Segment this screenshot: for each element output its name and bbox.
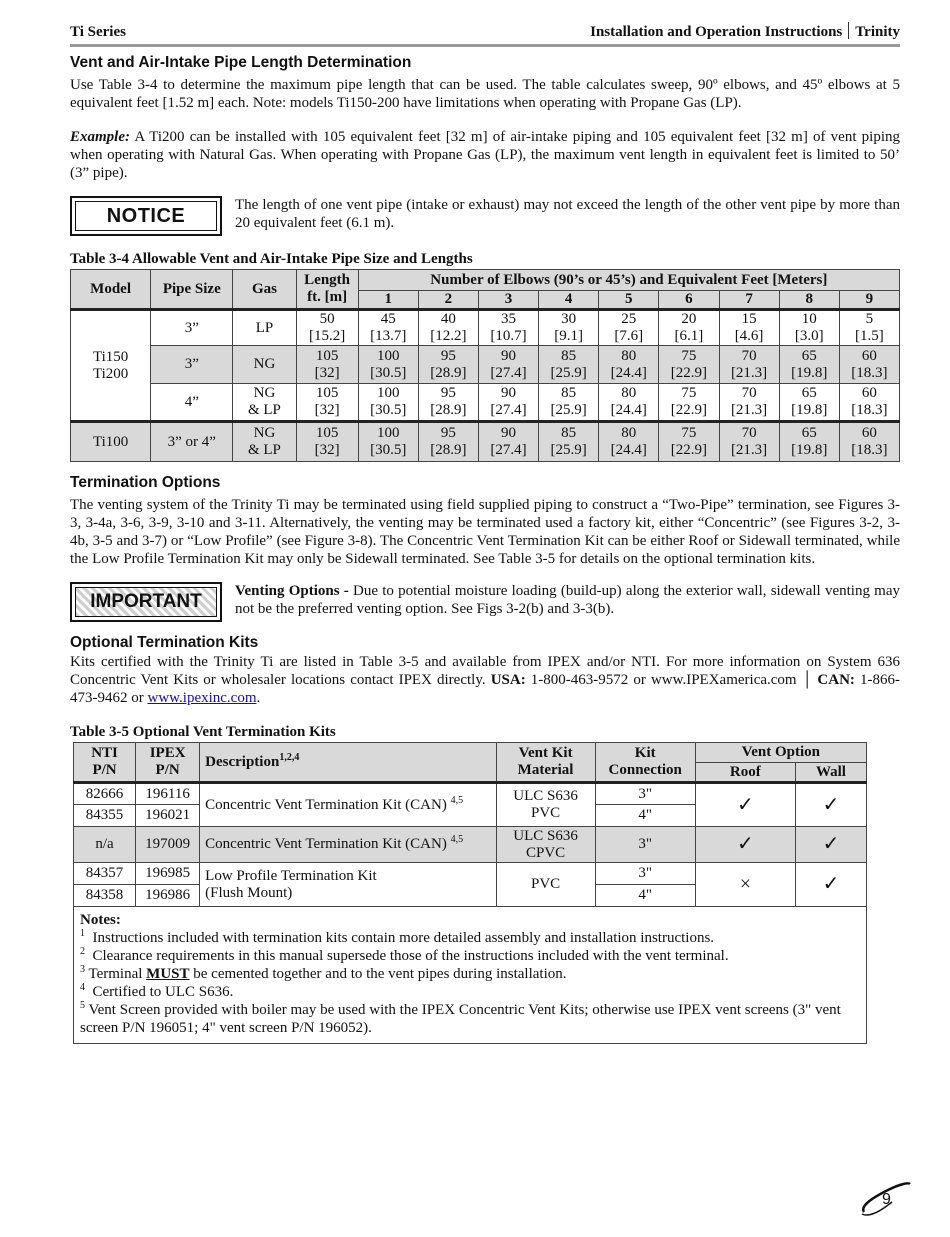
example-text: A Ti200 can be installed with 105 equivalent feet [32 m] of air-intake piping and 105 equivalent feet [32 m] of vent piping when operating with Natural Gas. When operating with Propane Gas (LP), the maximum vent length in equivalent feet is limited to 50’ (3” pipe).: [70, 129, 900, 181]
table-row: 84357 196985 Low Profile Termination Kit (Flush Mount) PVC 3" × ✓: [74, 863, 867, 885]
table-3-5-caption: Table 3-5 Optional Vent Termination Kits: [70, 724, 336, 740]
important-label: IMPORTANT: [75, 587, 217, 617]
cross-icon: ×: [695, 863, 795, 907]
note-item: $^3$ Terminal MUST be cemented together and to the vent pipes during installation.: [80, 964, 567, 982]
col-elbow-7: 7: [719, 291, 779, 310]
notes: [74, 907, 867, 1044]
table-row: Ti150 Ti200 3” LP 50 [15.2] 45 [13.7] 40 [12.2] 35 [10.7] 30 [9.1] 25 [7.6] 20 [6.1] 15 [4.6] 10 [3.0] 5 [1.5]: [71, 310, 900, 346]
page: [70, 22, 900, 1044]
check-icon: ✓: [795, 827, 866, 863]
col-ipex-pn: IPEX P/N: [136, 743, 200, 783]
model-cell: Ti150 Ti200: [71, 310, 151, 422]
note-item: $^5$ Vent Screen provided with boiler may be used with the IPEX Concentric Vent Kits; otherwise use IPEX vent screens (3" vent screen P/N 196051; 4" vent screen P/N 196052).: [80, 1000, 845, 1036]
table-3-4: [70, 269, 900, 462]
col-nti-pn: NTI P/N: [74, 743, 136, 783]
check-icon: ✓: [695, 827, 795, 863]
vent-length-paragraph: Use Table 3-4 to determine the maximum pipe length that can be used. The table calculates sweep, 90º elbows, and 45º elbows at 5 equivalent feet [1.52 m] each. Note: models Ti150-200 have limitations when operating with Propane Gas (LP).: [70, 77, 900, 111]
important-text: Venting Options - Due to potential moisture loading (build-up) along the exterior wall, sidewall venting may not be the preferred venting option. See Figs 3-2(b) and 3-3(b).: [235, 583, 901, 617]
col-roof: Roof: [695, 763, 795, 783]
col-elbow-2: 2: [418, 291, 478, 310]
col-vent-option: Vent Option: [695, 743, 866, 763]
termination-paragraph: The venting system of the Trinity Ti may be terminated using field supplied piping to construct a “Two-Pipe” termination, see Figures 3-3, 3-4a, 3-6, 3-9, 3-10 and 3-11. Alternatively, the venting may be terminated used a factory kit, either “Concentric” (see Figures 3-2, 3-4b, 3-5 and 3-7) or “Low Profile” (see Figure 3-8). The Concentric Vent Termination Kit can be either Roof or Sidewall terminated, while the Low Profile Termination Kit may only be Sidewall terminated. See Table 3-5 for details on the optional termination kits.: [70, 497, 900, 567]
col-elbow-5: 5: [599, 291, 659, 310]
col-description: Description$^{1,2,4}$: [200, 743, 496, 783]
model-cell: Ti100: [71, 422, 151, 462]
section-title-kits: Optional Termination Kits: [70, 634, 259, 651]
notice-text: The length of one vent pipe (intake or exhaust) may not exceed the length of the other vent pipe by more than 20 equivalent feet (6.1 m).: [235, 197, 900, 231]
col-material: Vent Kit Material: [496, 743, 595, 783]
notice-label: NOTICE: [75, 201, 217, 231]
notes-row: [74, 907, 867, 1044]
col-elbow-9: 9: [839, 291, 899, 310]
col-elbow-4: 4: [539, 291, 599, 310]
note-item: $^4$ Certified to ULC S636.: [80, 982, 234, 1000]
series-label: Ti Series: [70, 24, 126, 40]
page-header: [70, 22, 900, 47]
col-elbow-6: 6: [659, 291, 719, 310]
col-gas: Gas: [233, 270, 296, 310]
page-number-logo: [858, 1176, 914, 1220]
check-icon: ✓: [795, 863, 866, 907]
section-title-termination: Termination Options: [70, 474, 221, 491]
col-model: Model: [71, 270, 151, 310]
table-3-4-caption: Table 3-4 Allowable Vent and Air-Intake Pipe Size and Lengths: [70, 251, 473, 267]
note-item: $^1$ Instructions included with termination kits contain more detailed assembly and installation instructions.: [80, 928, 715, 946]
check-icon: ✓: [795, 783, 866, 827]
example-paragraph: [70, 128, 900, 182]
brand-name: Trinity: [855, 24, 900, 40]
important-callout: [70, 582, 900, 622]
table-row: 84355 196021 4": [74, 805, 867, 827]
header-right: [590, 22, 900, 41]
col-wall: Wall: [795, 763, 866, 783]
col-elbows: Number of Elbows (90’s or 45’s) and Equivalent Feet [Meters]: [358, 270, 899, 291]
example-label: Example:: [70, 129, 130, 145]
table-row: 3” NG 105 [32] 100 [30.5] 95 [28.9] 90 [27.4] 85 [25.9] 80 [24.4] 75 [22.9] 70 [21.3] 65 [19.8] 60 [18.3]: [71, 346, 900, 384]
table-row: Ti100 3” or 4” NG & LP 105 [32] 100 [30.5] 95 [28.9] 90 [27.4] 85 [25.9] 80 [24.4] 75 [22.9] 70 [21.3] 65 [19.8] 60 [18.3]: [71, 422, 900, 462]
section-title-vent-length: Vent and Air-Intake Pipe Length Determination: [70, 54, 412, 71]
col-connection: Kit Connection: [595, 743, 695, 783]
notes-title: Notes:: [80, 912, 121, 928]
table-3-5: [73, 742, 867, 1044]
col-elbow-8: 8: [779, 291, 839, 310]
table-row: n/a 197009 Concentric Vent Termination Kit (CAN) $^{4,5}$ ULC S636 CPVC 3" ✓ ✓: [74, 827, 867, 863]
ipex-link[interactable]: www.ipexinc.com: [147, 690, 257, 706]
col-elbow-3: 3: [478, 291, 538, 310]
kits-paragraph: Kits certified with the Trinity Ti are listed in Table 3-5 and available from IPEX and/or NTI. For more information on System 636 Concentric Vent Kits or wholesaler locations contact IPEX directly. USA: 1-800-463-9572 or www.IPEXamerica.com │ CAN: 1-866-473-9462 or www.ipexinc.com.: [70, 654, 900, 706]
col-elbow-1: 1: [358, 291, 418, 310]
col-length: Length ft. [m]: [296, 270, 358, 310]
table-row: 84358 196986 4": [74, 885, 867, 907]
page-number: 9: [882, 1191, 891, 1208]
important-badge: [70, 582, 222, 622]
notice-callout: [70, 196, 900, 236]
check-icon: ✓: [695, 783, 795, 827]
table-row: 82666 196116 Concentric Vent Termination Kit (CAN) $^{4,5}$ ULC S636 PVC 3" ✓ ✓: [74, 783, 867, 805]
note-item: $^2$ Clearance requirements in this manual supersede those of the instructions included with the vent terminal.: [80, 946, 729, 964]
col-pipe-size: Pipe Size: [151, 270, 233, 310]
table-row: 4” NG & LP 105 [32] 100 [30.5] 95 [28.9] 90 [27.4] 85 [25.9] 80 [24.4] 75 [22.9] 70 [21.3] 65 [19.8] 60 [18.3]: [71, 384, 900, 422]
notice-badge: [70, 196, 222, 236]
doc-title: Installation and Operation Instructions: [590, 24, 843, 40]
